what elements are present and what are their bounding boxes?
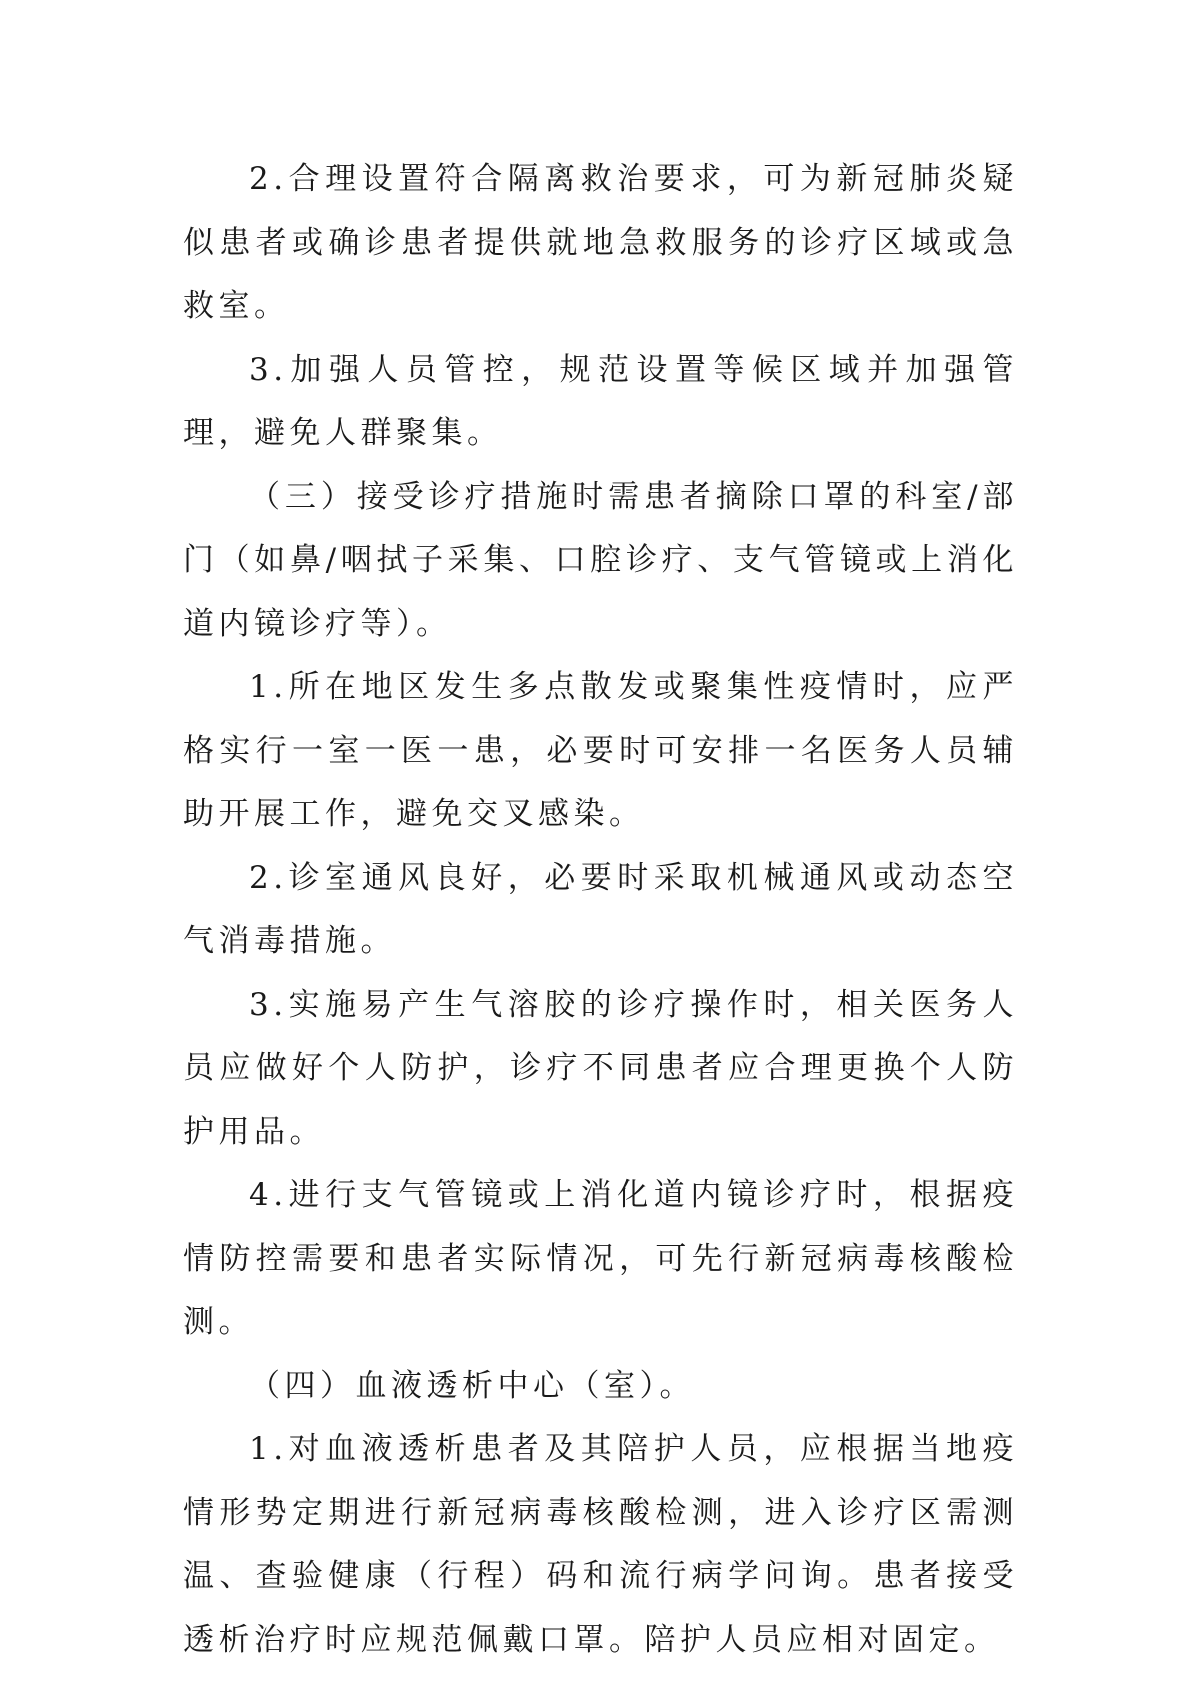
paragraph-item-1-dialysis-patients: 1.对血液透析患者及其陪护人员，应根据当地疫情形势定期进行新冠病毒核酸检测，进入诊疗区需测温、查验健康（行程）码和流行病学问询。患者接受透析治疗时应规范佩戴口罩。陪护人员应相对固定。	[183, 1431, 1018, 1658]
document-body	[183, 148, 1018, 1672]
section-heading-3: （三）接受诊疗措施时需患者摘除口罩的科室/部门（如鼻/咽拭子采集、口腔诊疗、支气管镜或上消化道内镜诊疗等）。	[183, 478, 1018, 642]
paragraph-item-2-isolation-area: 2.合理设置符合隔离救治要求，可为新冠肺炎疑似患者或确诊患者提供就地急救服务的诊疗区域或急救室。	[183, 161, 1018, 324]
paragraph-item-3-aerosol-protection: 3.实施易产生气溶胶的诊疗操作时，相关医务人员应做好个人防护，诊疗不同患者应合理更换个人防护用品。	[183, 986, 1018, 1150]
section-heading-4: （四）血液透析中心（室）。	[249, 1367, 695, 1404]
paragraph-item-1-one-room-one-doctor: 1.所在地区发生多点散发或聚集性疫情时，应严格实行一室一医一患，必要时可安排一名医务人员辅助开展工作，避免交叉感染。	[183, 669, 1018, 832]
paragraph-item-3-personnel-control: 3.加强人员管控，规范设置等候区域并加强管理，避免人群聚集。	[183, 351, 1018, 451]
paragraph-item-4-endoscopy-testing: 4.进行支气管镜或上消化道内镜诊疗时，根据疫情防控需要和患者实际情况，可先行新冠病毒核酸检测。	[183, 1177, 1018, 1340]
paragraph-item-2-ventilation: 2.诊室通风良好，必要时采取机械通风或动态空气消毒措施。	[183, 859, 1018, 959]
